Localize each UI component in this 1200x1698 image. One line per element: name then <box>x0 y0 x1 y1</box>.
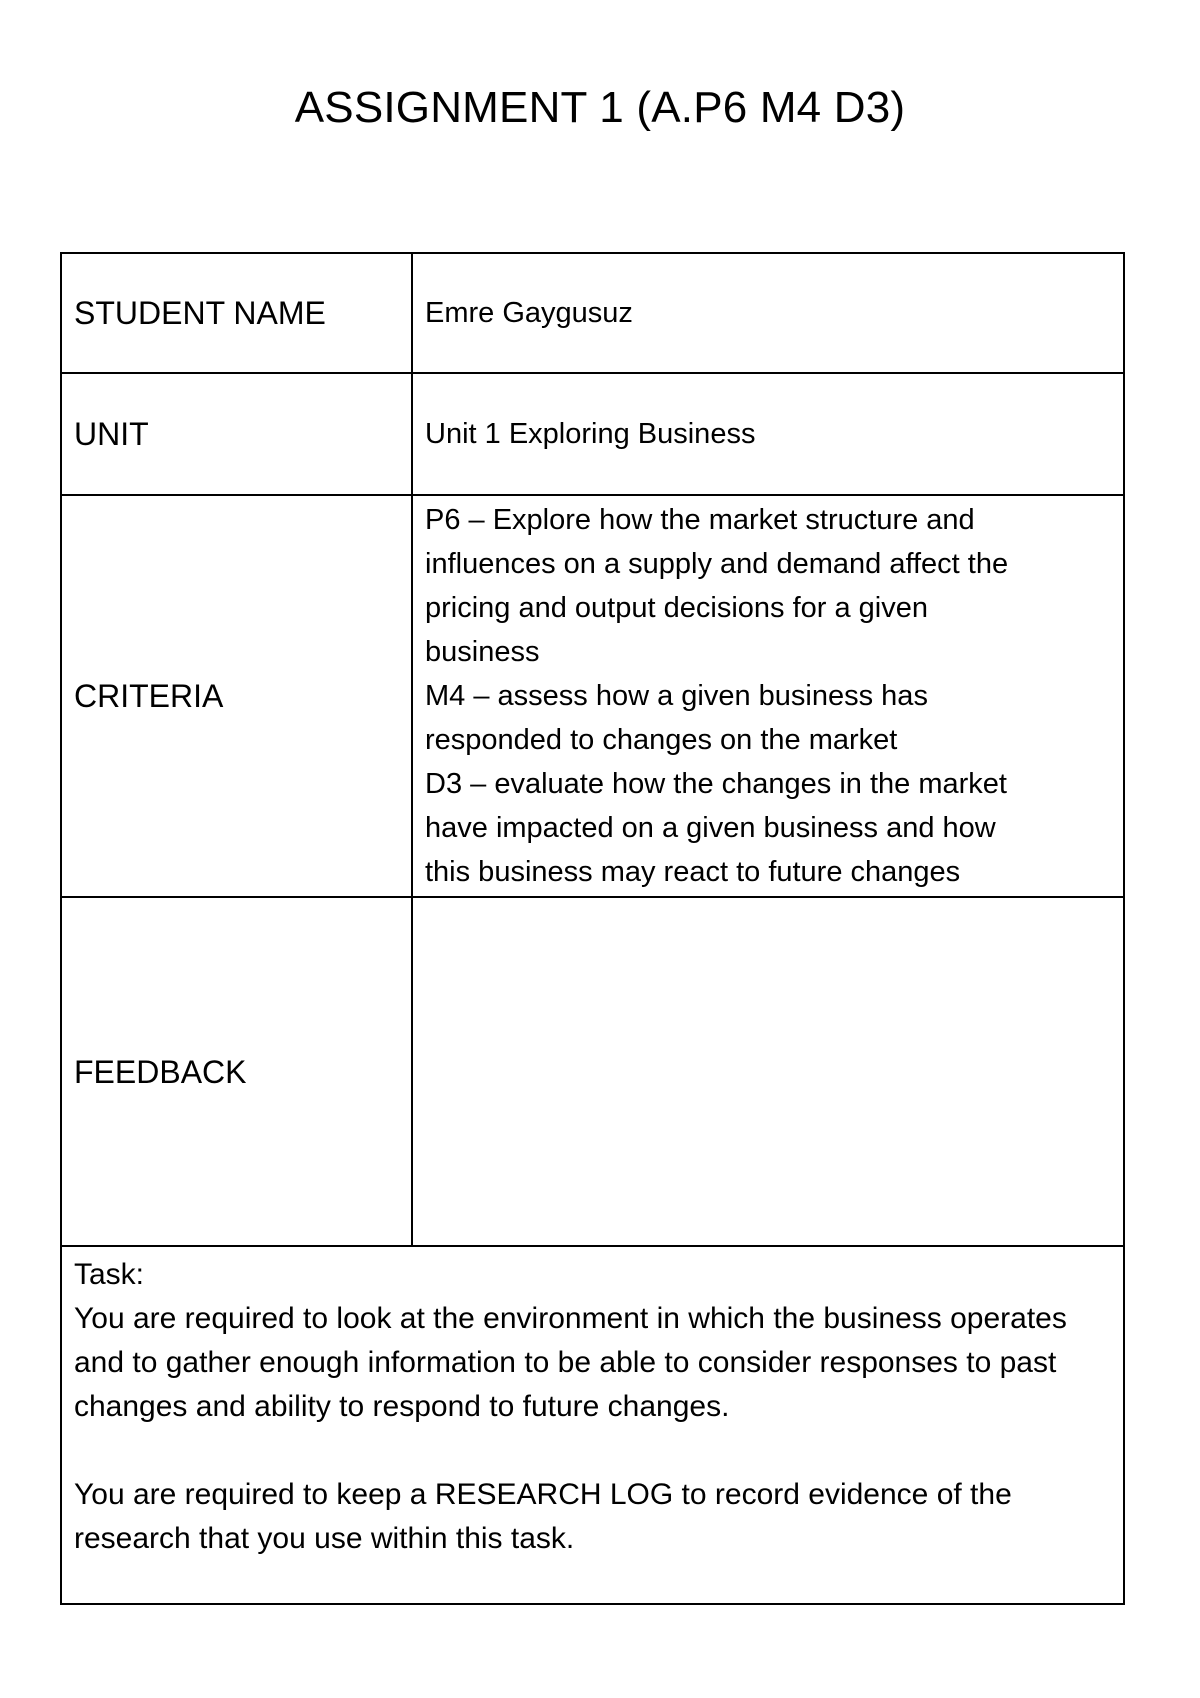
task-cell <box>61 1246 1124 1604</box>
table-row-criteria <box>61 495 1124 897</box>
criteria-line: have impacted on a given business and how <box>425 812 996 844</box>
criteria-value <box>412 495 1124 897</box>
task-paragraph: You are required to look at the environment in which the business operates and to gather enough information to be able to consider responses to past changes and ability to respond to future changes. <box>74 1302 1067 1423</box>
page-title: ASSIGNMENT 1 (A.P6 M4 D3) <box>294 83 906 132</box>
criteria-line: responded to changes on the market <box>425 724 898 756</box>
criteria-line: pricing and output decisions for a given <box>425 592 928 624</box>
table-row-feedback <box>61 897 1124 1246</box>
paragraph-spacer <box>74 1429 1111 1473</box>
criteria-line: this business may react to future changes <box>425 856 961 888</box>
criteria-label: CRITERIA <box>61 495 412 897</box>
criteria-line: P6 – Explore how the market structure and <box>425 504 975 536</box>
table-row-task <box>61 1246 1124 1604</box>
student-name-label: STUDENT NAME <box>61 253 412 373</box>
student-name-value: Emre Gaygusuz <box>412 253 1124 373</box>
unit-value: Unit 1 Exploring Business <box>412 373 1124 495</box>
criteria-line: D3 – evaluate how the changes in the market <box>425 768 1007 800</box>
feedback-value <box>412 897 1124 1246</box>
task-paragraph: You are required to keep a RESEARCH LOG to record evidence of the research that you use within this task. <box>74 1478 1012 1555</box>
criteria-line: influences on a supply and demand affect the <box>425 548 1009 580</box>
feedback-label: FEEDBACK <box>61 897 412 1246</box>
criteria-line: business <box>425 636 540 668</box>
assignment-cover-table <box>60 252 1125 1605</box>
task-heading: Task: <box>74 1258 145 1291</box>
table-row-student-name <box>61 253 1124 373</box>
criteria-line: M4 – assess how a given business has <box>425 680 928 712</box>
unit-label: UNIT <box>61 373 412 495</box>
table-row-unit <box>61 373 1124 495</box>
